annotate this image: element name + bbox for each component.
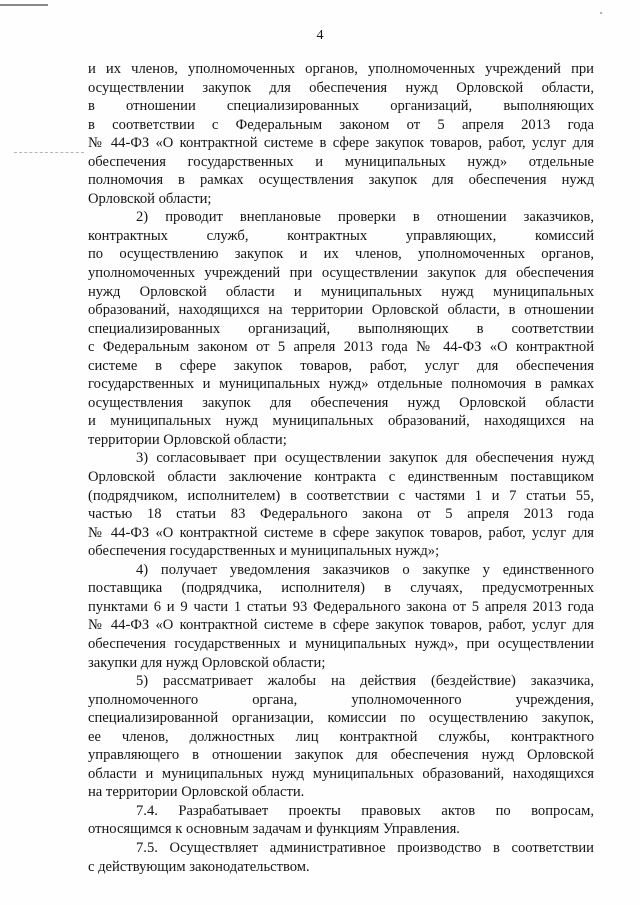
scan-artifact-left: [14, 152, 84, 153]
text-line: осуществления закупок для обеспечения нужд Орловской области: [88, 394, 594, 411]
paragraph-3: [88, 449, 594, 560]
text-line: № 44-ФЗ «О контрактной системе в сфере закупок товаров, работ, услуг для: [88, 135, 594, 152]
text-line: № 44-ФЗ «О контрактной системе в сфере закупок товаров, работ, услуг для: [88, 617, 594, 634]
text-line: образований, находящихся на территории Орловской области, в отношении: [88, 302, 594, 319]
text-line: уполномоченных учреждений при осуществлении закупок для обеспечения: [88, 265, 594, 282]
text-line: нужд Орловской области и муниципальных нужд муниципальных: [88, 283, 594, 300]
text-line: частью 18 статьи 83 Федерального закона от 5 апреля 2013 года: [88, 506, 594, 523]
text-line: с Федеральным законом от 5 апреля 2013 года № 44-ФЗ «О контрактной: [88, 339, 594, 356]
text-line: 7.4. Разрабатывает проекты правовых актов по вопросам,: [136, 802, 594, 819]
text-line: и муниципальных нужд муниципальных образований, находящихся на: [88, 413, 594, 430]
text-line: контрактных служб, контрактных управляющих, комиссий: [88, 227, 594, 244]
text-line: ее членов, должностных лиц контрактной службы, контрактного: [88, 728, 594, 745]
text-line: пунктами 6 и 9 части 1 статьи 93 Федерального закона от 5 апреля 2013 года: [88, 598, 594, 615]
text-line: в отношении специализированных организаций, выполняющих: [88, 98, 594, 115]
text-line: закупки для нужд Орловской области;: [88, 654, 326, 671]
text-line: 5) рассматривает жалобы на действия (бездействие) заказчика,: [136, 673, 594, 690]
text-line: территории Орловской области;: [88, 431, 287, 448]
text-line: (подрядчиком, исполнителем) в соответствии с частями 1 и 7 статьи 55,: [88, 487, 594, 504]
text-line: обеспечения государственных и муниципальных нужд»;: [88, 543, 440, 560]
text-line: на территории Орловской области.: [88, 784, 305, 801]
text-line: в соответствии с Федеральным законом от 5 апреля 2013 года: [88, 116, 594, 133]
text-line: Орловской области;: [88, 190, 212, 207]
text-line: поставщика (подрядчика, исполнителя) в случаях, предусмотренных: [88, 580, 594, 597]
text-line: осуществлении закупок для обеспечения нужд Орловской области,: [88, 79, 594, 96]
text-line: 3) согласовывает при осуществлении закупок для обеспечения нужд: [136, 450, 594, 467]
text-line: 7.5. Осуществляет административное производство в соответствии: [136, 839, 594, 856]
text-line: управляющего в отношении закупок для обеспечения нужд Орловской: [88, 747, 594, 764]
page-number: 4: [316, 28, 324, 43]
text-line: специализированных организаций, выполняющих в соответствии: [88, 320, 594, 337]
text-line: Орловской области заключение контракта с единственным поставщиком: [88, 469, 594, 486]
paragraph-2: [88, 208, 594, 449]
text-line: и их членов, уполномоченных органов, уполномоченных учреждений при: [88, 61, 594, 77]
text-line: относящимся к основным задачам и функциям Управления.: [88, 821, 460, 838]
paragraph-5: [88, 672, 594, 802]
text-line: обеспечения государственных и муниципальных нужд» отдельные: [88, 153, 594, 170]
scan-artifact-top: [0, 4, 48, 6]
text-line: обеспечения государственных и муниципальных нужд», при осуществлении: [88, 635, 594, 652]
text-line: с действующим законодательством.: [88, 858, 310, 875]
text-line: уполномоченного органа, уполномоченного учреждения,: [88, 691, 594, 708]
text-line: государственных и муниципальных нужд» отдельные полномочия в рамках: [88, 376, 594, 393]
paragraph-4: [88, 561, 594, 672]
document-body: [88, 60, 594, 876]
text-line: области и муниципальных нужд муниципальных образований, находящихся: [88, 765, 594, 782]
paragraph-1: [88, 60, 594, 208]
text-line: системе в сфере закупок товаров, работ, услуг для обеспечения: [88, 357, 594, 374]
text-line: по осуществлению закупок и их членов, уполномоченных органов,: [88, 246, 594, 263]
scan-artifact-dot: [600, 12, 602, 14]
paragraph-7: [88, 839, 594, 876]
paragraph-6: [88, 802, 594, 839]
text-line: полномочия в рамках осуществления закупок для обеспечения нужд: [88, 172, 594, 189]
text-line: специализированной организации, комиссии по осуществлению закупок,: [88, 710, 594, 727]
text-line: № 44-ФЗ «О контрактной системе в сфере закупок товаров, работ, услуг для: [88, 524, 594, 541]
text-line: 2) проводит внеплановые проверки в отношении заказчиков,: [136, 209, 594, 226]
text-line: 4) получает уведомления заказчиков о закупке у единственного: [136, 561, 594, 578]
